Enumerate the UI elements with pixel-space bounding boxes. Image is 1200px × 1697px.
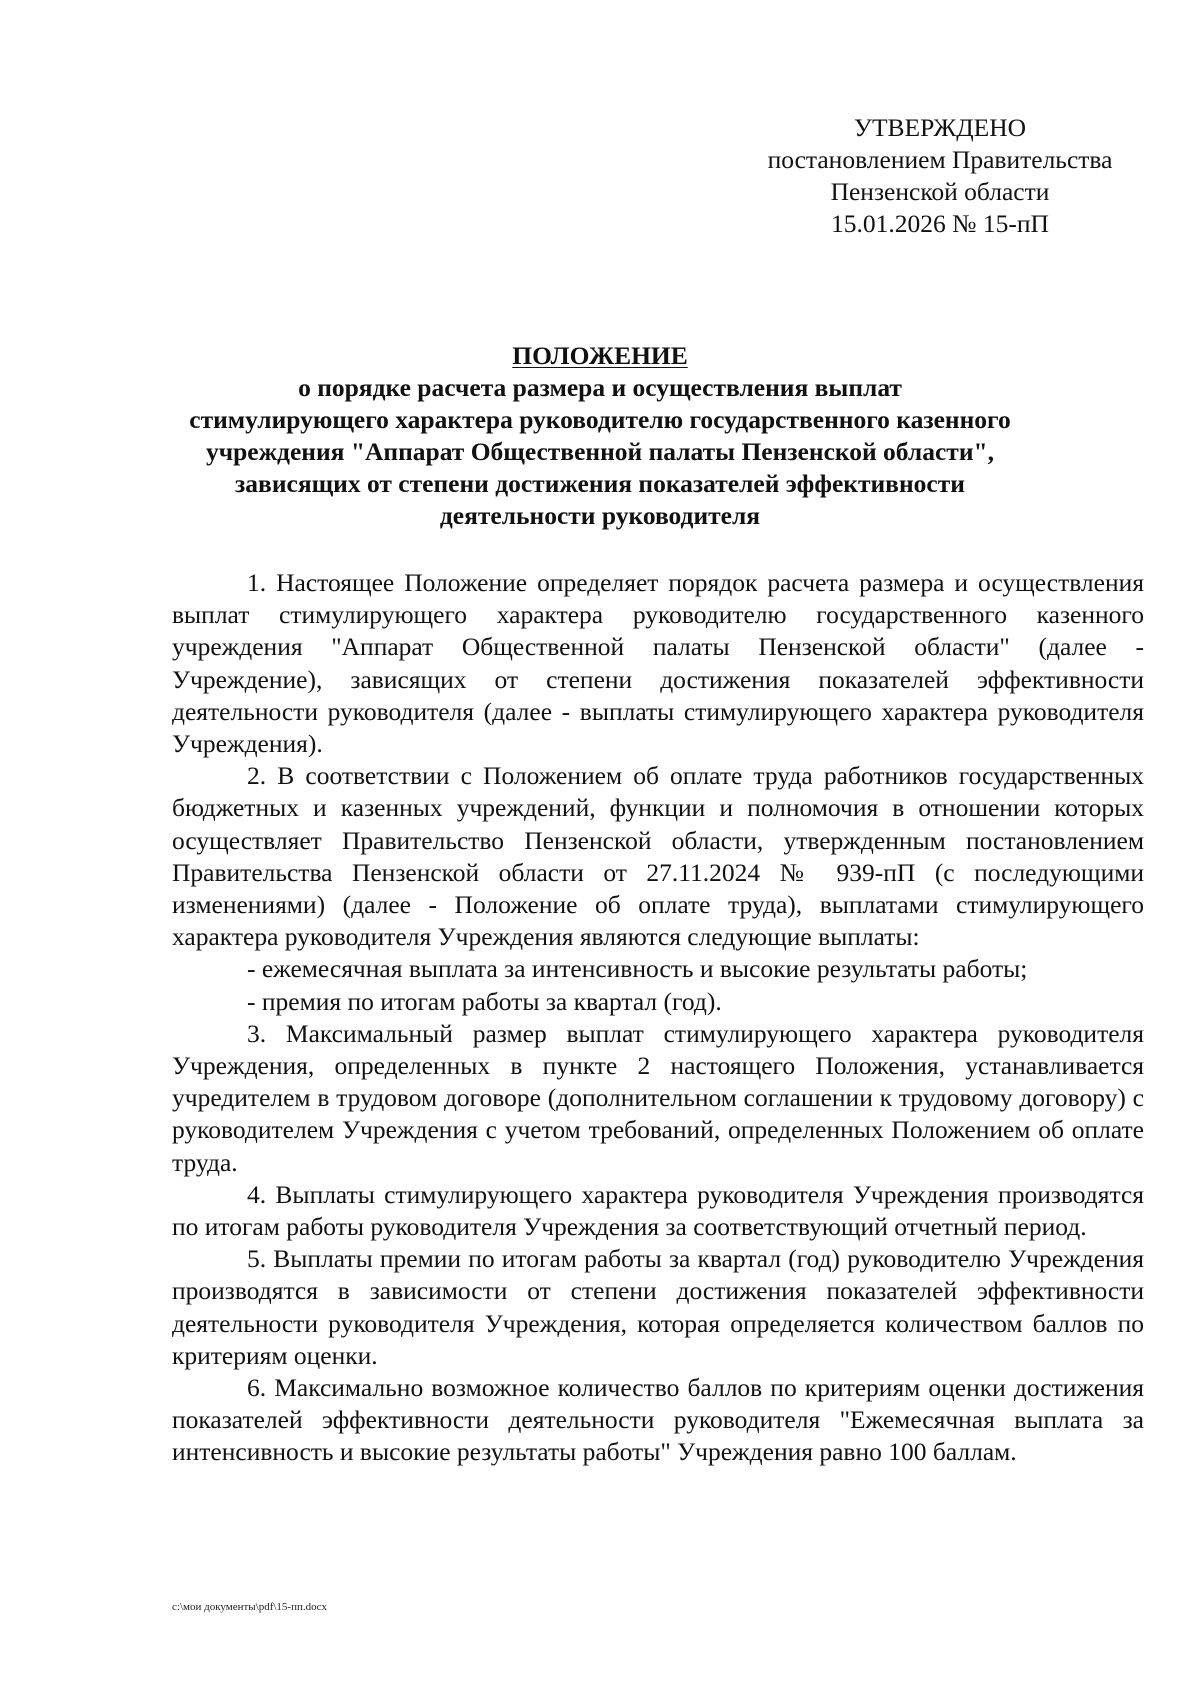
paragraph-5: 5. Выплаты премии по итогам работы за квартал (год) руководителю Учреждения производятся в зависимости от степени достижения показателей эффективности деятельности руководителя Учреждения, которая определяется количеством баллов по критериям оценки. bbox=[172, 1244, 1144, 1370]
paragraph-2-list-item-1: - ежемесячная выплата за интенсивность и высокие результаты работы; bbox=[247, 954, 1028, 984]
paragraph-6: 6. Максимально возможное количество баллов по критериям оценки достижения показателей эффективности деятельности руководителя "Ежемесячная выплата за интенсивность и высокие результаты работы" Учреждения равно 100 баллам. bbox=[172, 1373, 1144, 1467]
document-subtitle-line-2: стимулирующего характера руководителю государственного казенного bbox=[189, 405, 1011, 434]
approval-stamp bbox=[730, 112, 1150, 240]
footer-file-path: c:\мои документы\pdf\15-пп.docx bbox=[172, 1601, 328, 1613]
document-subtitle-line-1: о порядке расчета размера и осуществления выплат bbox=[298, 373, 902, 402]
approval-date-number: 15.01.2026 № 15-пП bbox=[831, 209, 1049, 238]
paragraph-3: 3. Максимальный размер выплат стимулирующего характера руководителя Учреждения, определенных в пункте 2 настоящего Положения, устанавливается учредителем в трудовом договоре (дополнительном соглашении к трудовому договору) с руководителем Учреждения с учетом требований, определенных Положением об оплате труда. bbox=[172, 1018, 1144, 1177]
approval-issuer: постановлением Правительства bbox=[767, 145, 1113, 174]
document-title: ПОЛОЖЕНИЕ bbox=[512, 341, 688, 370]
approval-heading: УТВЕРЖДЕНО bbox=[853, 113, 1027, 142]
document-subtitle-line-4: зависящих от степени достижения показателей эффективности bbox=[235, 469, 965, 498]
paragraph-1: 1. Настоящее Положение определяет порядок расчета размера и осуществления выплат стимулирующего характера руководителю государственного казенного учреждения "Аппарат Общественной палаты Пензенской области" (далее - Учреждение), зависящих от степени достижения показателей эффективности деятельности руководителя (далее - выплаты стимулирующего характера руководителя Учреждения). bbox=[172, 568, 1144, 759]
document-body bbox=[172, 567, 1144, 1469]
document-subtitle-line-5: деятельности руководителя bbox=[439, 501, 761, 530]
document-title-block bbox=[150, 340, 1050, 532]
paragraph-2: 2. В соответствии с Положением об оплате труда работников государственных бюджетных и казенных учреждений, функции и полномочия в отношении которых осуществляет Правительство Пензенской области, утвержденным постановлением Правительства Пензенской области от 27.11.2024 № 939-пП (с последующими изменениями) (далее - Положение об оплате труда), выплатами стимулирующего характера руководителя Учреждения являются следующие выплаты: bbox=[172, 761, 1144, 952]
approval-region: Пензенской области bbox=[830, 177, 1050, 206]
paragraph-2-list-item-2: - премия по итогам работы за квартал (год). bbox=[247, 986, 722, 1016]
document-subtitle-line-3: учреждения "Аппарат Общественной палаты Пензенской области", bbox=[205, 437, 995, 466]
paragraph-4: 4. Выплаты стимулирующего характера руководителя Учреждения производятся по итогам работы руководителя Учреждения за соответствующий отчетный период. bbox=[172, 1179, 1144, 1242]
